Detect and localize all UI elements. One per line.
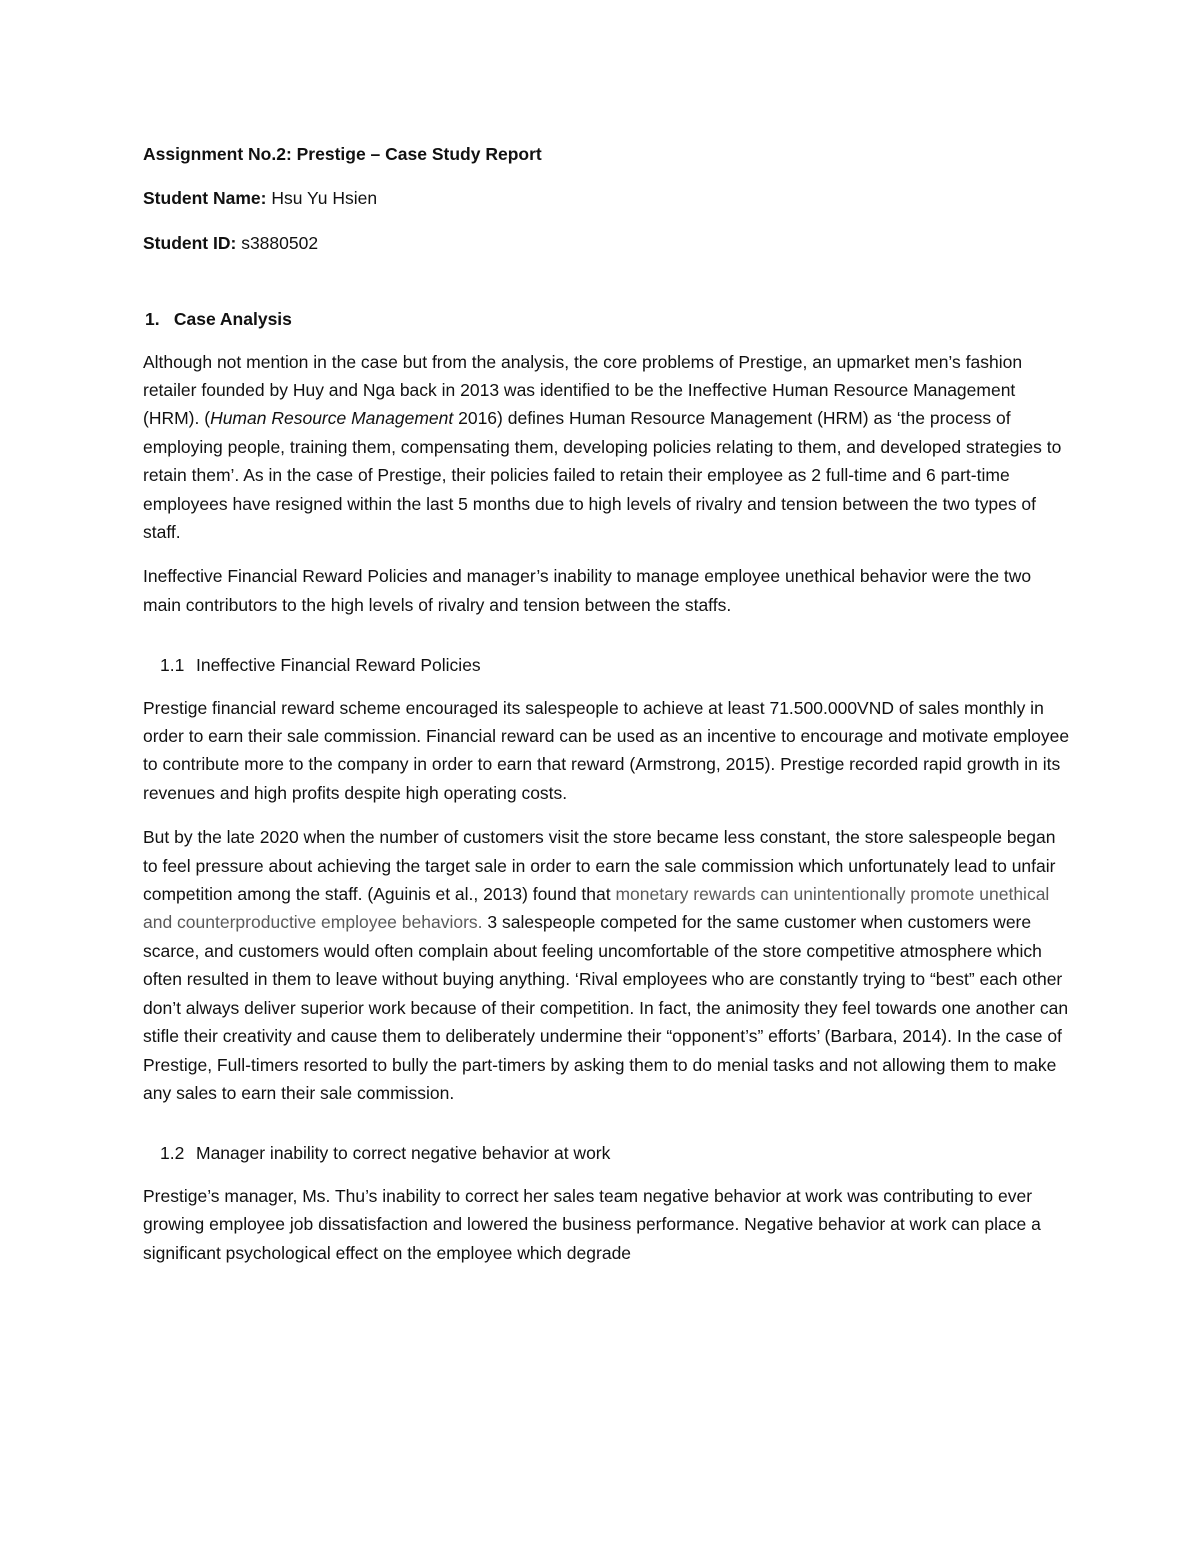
student-name-label: Student Name: bbox=[143, 188, 267, 209]
section-1-2-number: 1.2 bbox=[160, 1143, 185, 1164]
section-1-1-paragraph-2: But by the late 2020 when the number of customers visit the store became less constant, the store salespeople began to feel pressure about achieving the target sale in order to earn the sale commission which unfortunately lead to unfair competition among the staff. (Aguinis et al., 2013) found that monetary rewards can unintentionally promote unethical and counterproductive employee behaviors. 3 salespeople competed for the same customer when customers were scarce, and customers would often complain about feeling uncomfortable of the store competitive atmosphere which often resulted in them to leave without buying anything. ‘Rival employees who are constantly trying to “best” each other don’t always deliver superior work because of their competition. In fact, the animosity they feel towards one another can stifle their creativity and cause them to deliberately undermine their “opponent’s” efforts’ (Barbara, 2014). In the case of Prestige, Full-timers resorted to bully the part-timers by asking them to do menial tasks and not allowing them to make any sales to earn their sale commission. bbox=[143, 827, 1069, 1103]
section-1-2-paragraph-1: Prestige’s manager, Ms. Thu’s inability to correct her sales team negative behavior at work was contributing to ever growing employee job dissatisfaction and lowered the business performance. Negative behavior at work can place a significant psychological effect on the employee which degrade bbox=[143, 1185, 1041, 1263]
section-1-paragraph-2: Ineffective Financial Reward Policies and manager’s inability to manage employee unethical behavior were the two main contributors to the high levels of rivalry and tension between the staffs. bbox=[143, 566, 1032, 615]
section-1-heading bbox=[143, 305, 1073, 333]
section-1-1-title: Ineffective Financial Reward Policies bbox=[196, 655, 481, 676]
section-1-1-number: 1.1 bbox=[160, 655, 185, 676]
student-id-line bbox=[143, 229, 1073, 257]
section-1-number: 1. bbox=[145, 309, 160, 330]
section-1-paragraph-1: Although not mention in the case but from the analysis, the core problems of Prestige, an upmarket men’s fashion retailer founded by Huy and Nga back in 2013 was identified to be the Ineffective Human Resource Management (HRM). (Human Resource Management 2016) defines Human Resource Management (HRM) as ‘the process of employing people, training them, compensating them, developing policies relating to them, and developed strategies to retain them’. As in the case of Prestige, their policies failed to retain their employee as 2 full-time and 6 part-time employees have resigned within the last 5 months due to high levels of rivalry and tension between the two types of staff. bbox=[143, 351, 1062, 543]
student-name-line bbox=[143, 184, 1073, 212]
section-1-2-heading bbox=[143, 1139, 1073, 1167]
student-id-value: s3880502 bbox=[241, 232, 319, 253]
assignment-title: Assignment No.2: Prestige – Case Study Report bbox=[143, 144, 542, 164]
section-1-title: Case Analysis bbox=[173, 309, 292, 330]
citation-hrm: Human Resource Management bbox=[210, 408, 454, 429]
student-name-value: Hsu Yu Hsien bbox=[271, 188, 378, 209]
document-body bbox=[143, 140, 1073, 1267]
section-1-1-heading bbox=[143, 651, 1073, 679]
student-id-label: Student ID: bbox=[143, 232, 237, 253]
quoted-finding: monetary rewards can unintentionally promote unethical and counterproductive employee behaviors. bbox=[143, 884, 1050, 933]
section-1-1-paragraph-1: Prestige financial reward scheme encouraged its salespeople to achieve at least 71.500.000VND of sales monthly in order to earn their sale commission. Financial reward can be used as an incentive to encourage and motivate employee to contribute more to the company in order to earn that reward (Armstrong, 2015). Prestige recorded rapid growth in its revenues and high profits despite high operating costs. bbox=[143, 697, 1070, 803]
section-1-2-title: Manager inability to correct negative behavior at work bbox=[196, 1143, 611, 1164]
